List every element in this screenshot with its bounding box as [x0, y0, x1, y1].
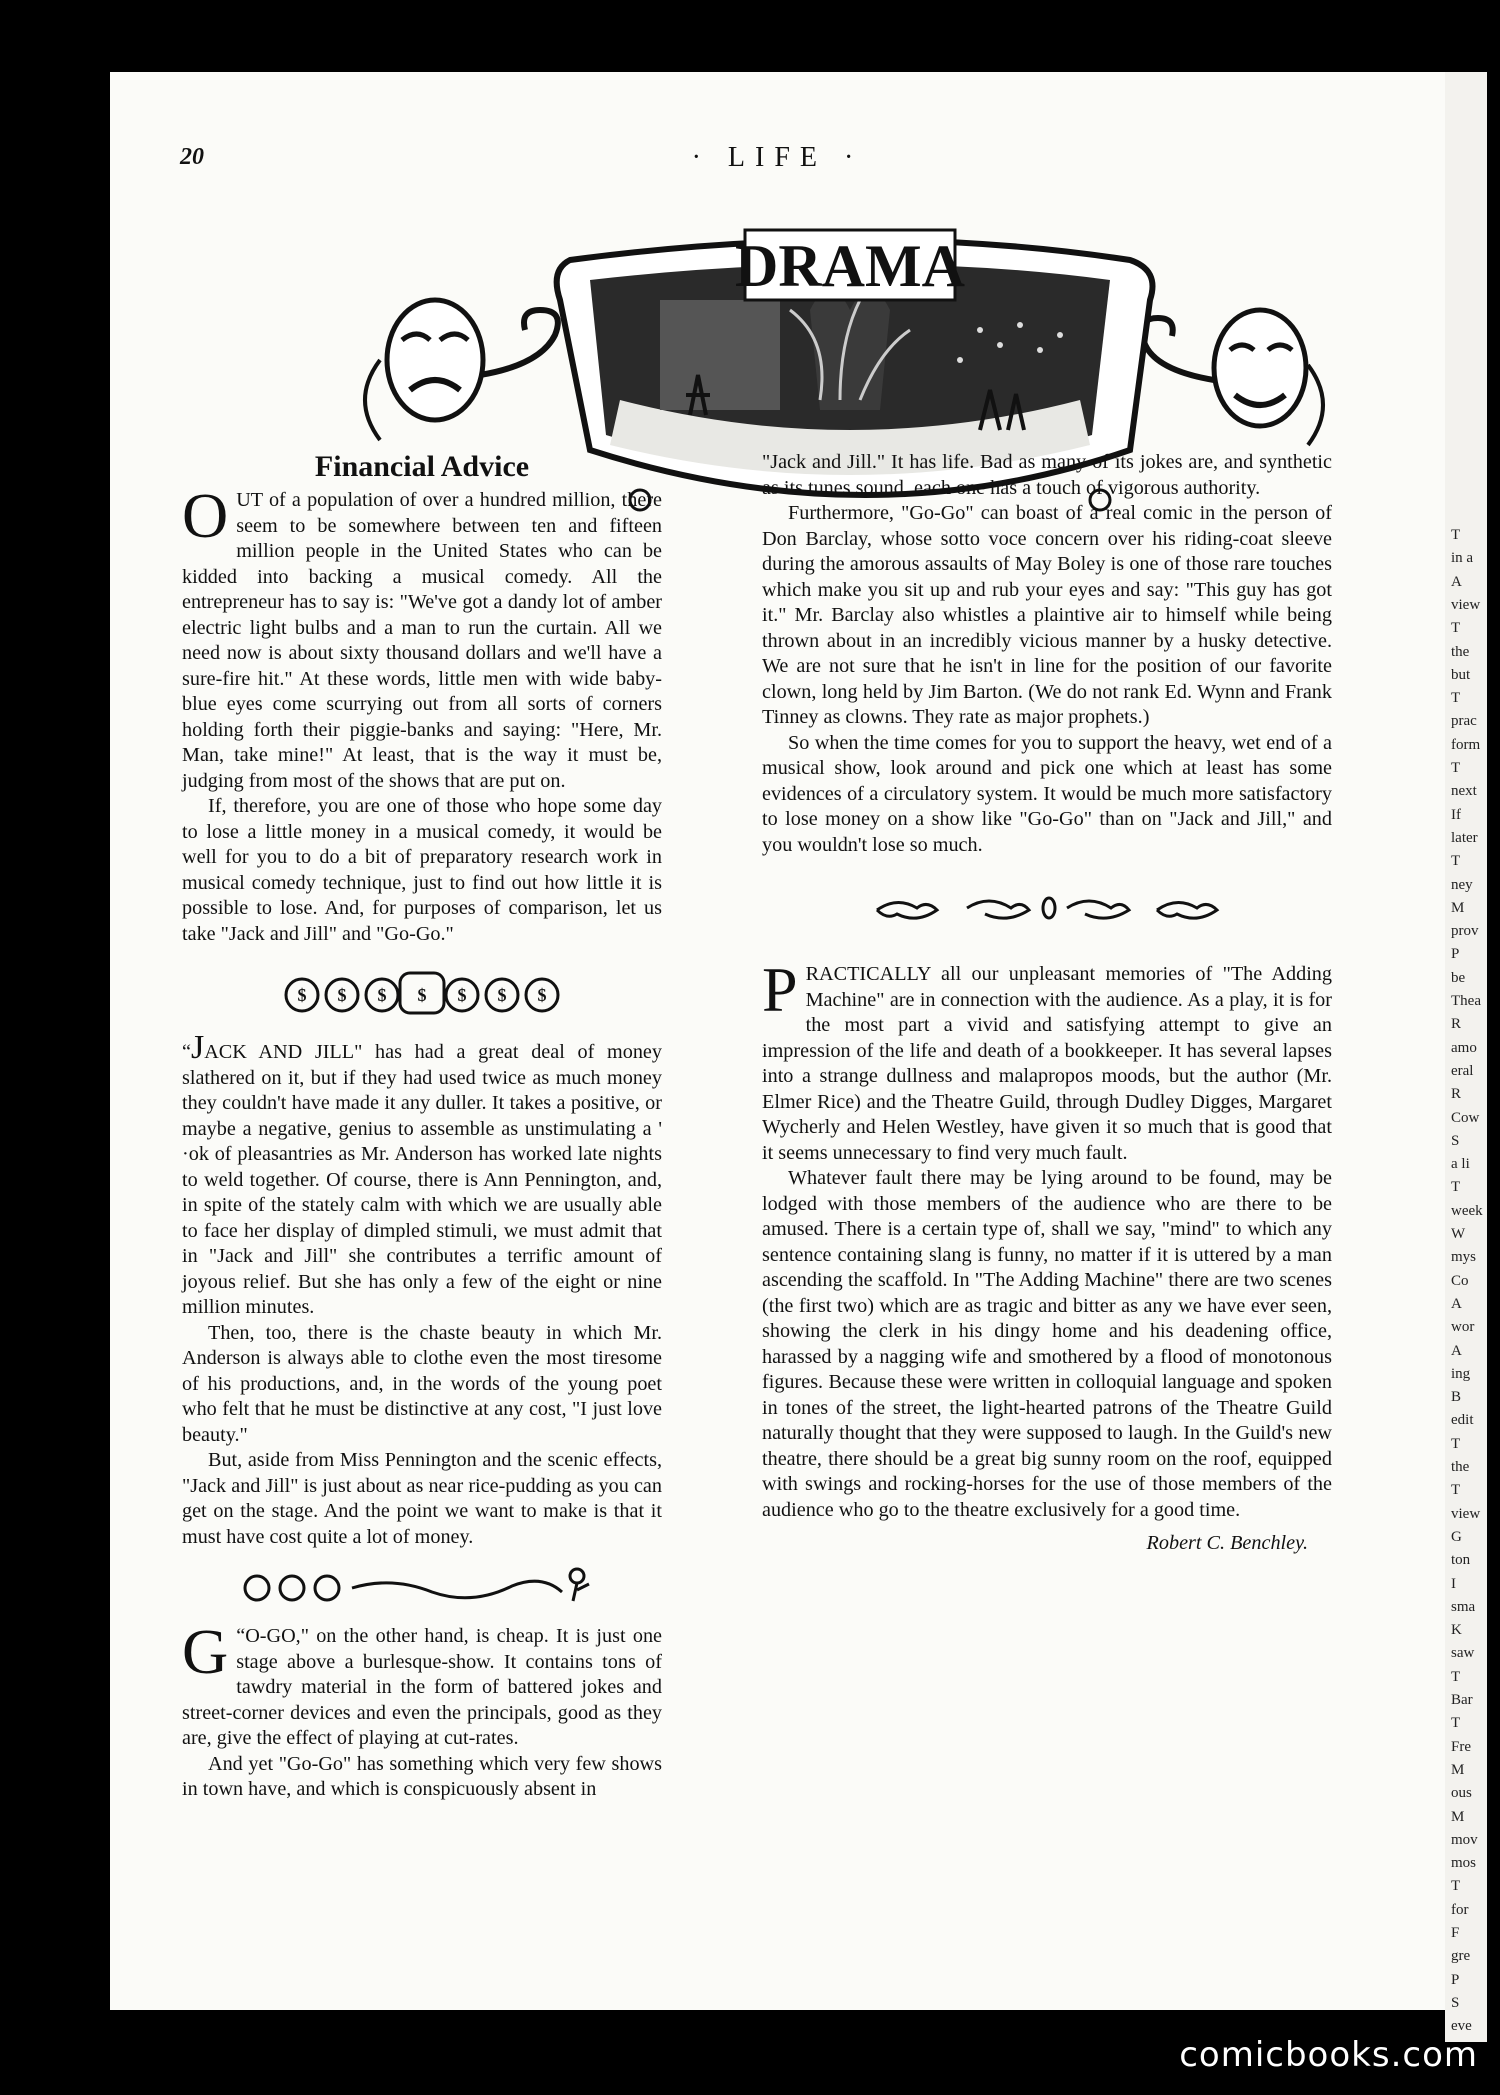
- adjacent-page-fragment: mos: [1451, 1855, 1477, 1872]
- paragraph-intro: OUT of a population of over a hundred million, there seem to be somewhere between ten and fifteen million people in the United States who can be kidded into backing a musical comedy. All the entrepreneur has to say is: "We've got a dandy lot of amber electric light bulbs and a man to run the curtain. All we need now is about sixty thousand dollars and we'll have a sure-fire hit." At these words, little men with wide baby-blue eyes come scurrying out from all sorts of corners holding forth their piggie-banks and saying: "Here, Mr. Man, take mine!" At least, that is the way it must be, judging from most of the shows that are put on.: [182, 480, 662, 792]
- adjacent-page-fragment: Fre: [1451, 1738, 1471, 1755]
- adjacent-page-fragment: the: [1451, 1459, 1470, 1475]
- adjacent-page-fragment: T: [1451, 620, 1461, 637]
- svg-text:$: $: [497, 985, 507, 1005]
- adjacent-page-fragment: be: [1451, 969, 1466, 986]
- paragraph: "Jack and Jill." It has life. Bad as many of its jokes are, and synthetic as its tunes sound, each one has a touch of vigorous authority.: [762, 451, 1332, 499]
- adjacent-page-fragment: T: [1451, 853, 1461, 870]
- adjacent-page-fragment: K: [1451, 1622, 1462, 1639]
- adjacent-page-fragment: T: [1451, 1878, 1461, 1895]
- svg-text:$: $: [457, 985, 467, 1005]
- adjacent-page-fragment: gre: [1451, 1948, 1471, 1965]
- adjacent-page-fragment: Co: [1451, 1272, 1469, 1289]
- article-title: Financial Advice: [314, 450, 530, 483]
- adjacent-page-strip: [1445, 72, 1487, 2042]
- adjacent-page-fragment: the: [1451, 643, 1470, 660]
- paragraph: If, therefore, you are one of those who hope some day to lose a little money in a musical comedy, it would be well for you to do a bit of preparatory research work in musical comedy technique, just to find out how little it is possible to lose. And, for purposes of comparison, let us take "Jack and Jill" and "Go-Go.": [182, 795, 662, 945]
- adjacent-page-fragment: view: [1451, 596, 1481, 613]
- money-chase-divider: [232, 1562, 612, 1612]
- leaf-ornament-divider: [867, 886, 1227, 930]
- adjacent-page-fragment: wor: [1451, 1319, 1475, 1336]
- adjacent-page-fragment: T: [1451, 1668, 1461, 1685]
- byline: Robert C. Benchley.: [1146, 1532, 1308, 1554]
- adjacent-page-fragment: T: [1451, 760, 1461, 776]
- paragraph: Furthermore, "Go-Go" can boast of a real comic in the person of Don Barclay, whose sotto voce concern over his riding-coat sleeve during the amorous assaults of May Boley is one of those rare touches which make you sit up and rub your eyes and say: "This guy has got it." Mr. Barclay also whistles a plaintive air to himself while being thrown about in an incredibly vicious manner by a husky detective. We are not sure that he isn't in line for the position of our favorite clown, long held by Jim Barton. (We do not rank Ed. Wynn and Frank Tinney as clowns. They rate as major prophets.): [762, 502, 1332, 728]
- adjacent-page-fragment: a li: [1451, 1156, 1470, 1173]
- adjacent-page-fragment: P: [1451, 1971, 1460, 1988]
- adjacent-page-fragment: prov: [1451, 923, 1479, 940]
- right-mask-icon: [1214, 310, 1323, 445]
- adjacent-page-fragment: T: [1451, 527, 1461, 543]
- paragraph-jack-and-jill: “JACK AND JILL" has had a great deal of money slathered on it, but if they had used twice as much money they couldn't have made it any duller. It takes a positive, or maybe a negative, genius to assemble as unstimulating a ' ·ok of pleasantries as Mr. Anderson has worked late nights to weld together. Of course, there is Ann Pennington, and, in spite of the stately calm with which we are usually able to face her display of dimpled stimuli, we must admit that in "Jack and Jill" she contributes a terrific amount of joyous relief. But she has only a few of the eight or nine million minutes.: [182, 1029, 662, 1318]
- page-number: 20: [180, 144, 204, 170]
- adjacent-page-fragment: ney: [1451, 876, 1473, 893]
- adjacent-page-fragment: T: [1451, 1482, 1461, 1499]
- adjacent-page-fragment: Bar: [1451, 1692, 1473, 1708]
- adjacent-page-fragment: mys: [1451, 1249, 1477, 1266]
- paragraph: Then, too, there is the chaste beauty in which Mr. Anderson is always able to clothe even the most tiresome of his productions, and, in the words of the young poet who felt that he must be distinctive at any cost, "I just love beauty.": [182, 1321, 662, 1446]
- adjacent-page-fragment: W: [1451, 1226, 1466, 1242]
- adjacent-page-fragment: S: [1451, 1994, 1460, 2011]
- adjacent-page-fragment: M: [1451, 899, 1465, 916]
- adjacent-page-fragment: S: [1451, 1132, 1460, 1149]
- adjacent-page-fragment: week: [1451, 1202, 1483, 1219]
- svg-text:$: $: [297, 985, 307, 1005]
- paragraph-go-go: “ G O-GO," on the other hand, is cheap. It is just one stage above a burlesque-show. It contains tons of tawdry material in the form of battered jokes and street-corner devices and even the principals, good as they are, give the effect of playing at cut-rates.: [182, 1616, 662, 1749]
- adjacent-page-fragment: Thea: [1451, 993, 1481, 1009]
- adjacent-page-fragment: prac: [1451, 713, 1477, 730]
- adjacent-page-fragment: ton: [1451, 1552, 1471, 1569]
- adjacent-page-fragment: F: [1451, 1925, 1460, 1941]
- adjacent-page-fragment: Cow: [1451, 1109, 1480, 1126]
- adjacent-page-fragment: If: [1451, 806, 1461, 823]
- svg-text:$: $: [337, 985, 347, 1005]
- adjacent-page-fragment: ing: [1451, 1365, 1471, 1382]
- adjacent-page-fragment: eve: [1451, 2018, 1472, 2035]
- magazine-title: · LIFE ·: [691, 142, 864, 173]
- adjacent-page-fragment: G: [1451, 1528, 1462, 1545]
- adjacent-page-fragment: in a: [1451, 550, 1474, 567]
- paragraph: Whatever fault there may be lying around to be found, may be lodged with those members of the audience who are there to be amused. There is a certain type of, shall we say, "mind" to which any sentence containing slang is funny, no matter if it is uttered by a man ascending the scaffold. In "The Adding Machine" there are two scenes (the first two) which are as tragic and bitter as any we have ever seen, showing the clerk in his dingy home and his deadening office, harassed by a nagging wife and smothered by a flood of monotonous figures. Because these were written in colloquial language and spoken in tones of the street, the light-hearted patrons of the Theatre Guild naturally thought that they were supposed to laugh. In the Guild's new theatre, there should be a great big sunny room on the roof, equipped with swings and rocking-horses for the use of those members of the audience who go to the theatre exclusively for a good time.: [762, 1167, 1332, 1521]
- adjacent-page-fragment: later: [1451, 829, 1478, 846]
- magazine-page: [110, 72, 1445, 2010]
- adjacent-page-fragment: amo: [1451, 1039, 1477, 1056]
- adjacent-page-fragment: M: [1451, 1761, 1465, 1778]
- adjacent-page-fragment: T: [1451, 1715, 1461, 1732]
- adjacent-page-fragment: view: [1451, 1505, 1481, 1522]
- adjacent-page-fragment: A: [1451, 1295, 1462, 1312]
- adjacent-page-fragment: saw: [1451, 1645, 1475, 1662]
- svg-text:$: $: [377, 985, 387, 1005]
- watermark: comicbooks.com: [1179, 2035, 1478, 2075]
- adjacent-page-fragment: form: [1451, 736, 1481, 753]
- adjacent-page-fragment: R: [1451, 1016, 1462, 1033]
- adjacent-page-fragment: T: [1451, 1179, 1461, 1196]
- adjacent-page-fragment: T: [1451, 690, 1461, 707]
- adjacent-page-fragment: eral: [1451, 1062, 1474, 1079]
- adjacent-page-fragment: for: [1451, 1901, 1469, 1918]
- adjacent-page-fragment: A: [1451, 573, 1462, 590]
- adjacent-page-fragment: P: [1451, 946, 1460, 963]
- adjacent-page-fragment: T: [1451, 1435, 1461, 1452]
- adjacent-page-fragment: ous: [1451, 1785, 1472, 1802]
- svg-text:$: $: [537, 985, 547, 1005]
- adjacent-page-fragment: but: [1451, 666, 1471, 683]
- adjacent-page-fragment: sma: [1451, 1598, 1476, 1615]
- adjacent-page-fragment: M: [1451, 1808, 1465, 1825]
- paragraph-adding-machine: PRACTICALLY all our unpleasant memories of "The Adding Machine" are in connection with the audience. As a play, it is for the most part a vivid and satisfying attempt to give an impression of the life and death of a bookkeeper. It has several lapses into a strange dullness and malapropos moods, but the author (Mr. Elmer Rice) and the Theatre Guild, through Dudley Digges, Margaret Wycherly and Helen Westley, have given it so much that is good that it seems unnecessary to find very much fault.: [762, 954, 1332, 1164]
- left-column: [182, 450, 662, 1803]
- adjacent-page-fragment: A: [1451, 1342, 1462, 1359]
- adjacent-page-fragment: I: [1451, 1575, 1456, 1592]
- adjacent-page-fragment: next: [1451, 783, 1477, 800]
- right-column: [762, 450, 1332, 1557]
- paragraph: And yet "Go-Go" has something which very few shows in town have, and which is conspicuously absent in: [182, 1752, 662, 1800]
- adjacent-page-fragment: B: [1451, 1389, 1462, 1406]
- dropcap-o: O: [182, 480, 229, 551]
- adjacent-page-fragment: mov: [1451, 1831, 1478, 1848]
- adjacent-page-fragment: R: [1451, 1086, 1462, 1103]
- paragraph: So when the time comes for you to support the heavy, wet end of a musical show, look around and pick one which at least has some evidences of a circulatory system. It would be much more satisfactory to lose money on a show like "Go-Go" than on "Jack and Jill," and you wouldn't lose so much.: [762, 731, 1332, 856]
- left-mask-icon: [365, 300, 483, 440]
- svg-text:$: $: [417, 985, 427, 1005]
- drama-banner-title: DRAMA: [735, 233, 965, 299]
- adjacent-page-fragment: edit: [1451, 1412, 1474, 1429]
- money-bag-divider: [272, 961, 572, 1021]
- paragraph: But, aside from Miss Pennington and the scenic effects, "Jack and Jill" is just about as near rice-pudding as you can get on the stage. And the point we want to make is that it must have cost quite a lot of money.: [182, 1449, 662, 1548]
